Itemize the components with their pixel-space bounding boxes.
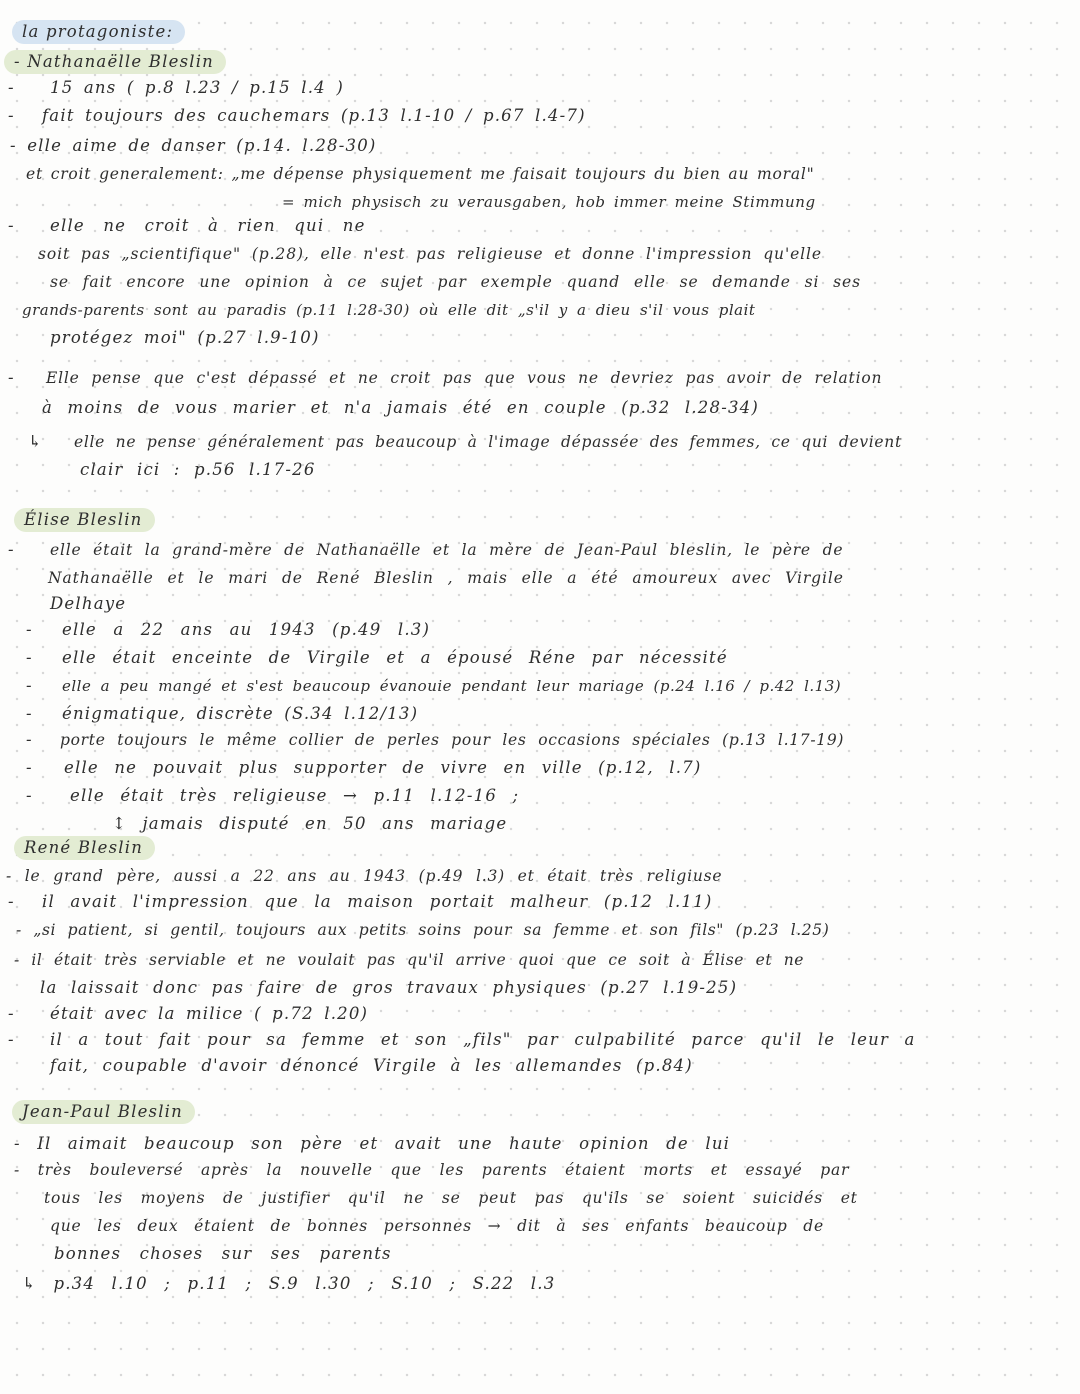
note-text: il avait l'impression que la maison portait malheur (p.12 l.11) xyxy=(42,892,713,911)
bullet-dash: - xyxy=(8,368,15,387)
note-text: - très bouleversé après la nouvelle que les parents étaient morts et essayé par xyxy=(14,1161,850,1179)
bullet-dash: - xyxy=(8,216,15,235)
note-text: fait toujours des cauchemars (p.13 l.1-10 / p.67 l.4-7) xyxy=(42,106,586,125)
note-text: que les deux étaient de bonnes personnes → dit à ses enfants beaucoup de xyxy=(50,1217,824,1235)
note-text: elle était très religieuse → p.11 l.12-16 ; xyxy=(70,786,520,805)
note-text: Nathanaëlle et le mari de René Bleslin , mais elle a été amoureux avec Virgile xyxy=(48,569,844,587)
bullet-dash: - xyxy=(8,1030,15,1049)
note-text: était avec la milice ( p.72 l.20) xyxy=(50,1004,369,1023)
note-text: la laissait donc pas faire de gros travaux physiques (p.27 l.19-25) xyxy=(40,978,738,997)
bullet-dash: - xyxy=(26,730,33,749)
note-text: se fait encore une opinion à ce sujet par exemple quand elle se demande si ses xyxy=(50,273,861,291)
note-text: il a tout fait pour sa femme et son „fils" par culpabilité parce qu'il le leur a xyxy=(50,1030,916,1049)
note-text: clair ici : p.56 l.17-26 xyxy=(80,460,316,479)
note-text: elle était enceinte de Virgile et a épousé Réne par nécessité xyxy=(62,648,728,667)
note-text: elle a peu mangé et s'est beaucoup évanouie pendant leur mariage (p.24 l.16 / p.42 l.13) xyxy=(62,677,842,695)
note-text: tous les moyens de justifier qu'il ne se peut pas qu'ils se soient suicidés et xyxy=(44,1189,858,1207)
note-text: soit pas „scientifique" (p.28), elle n'est pas religieuse et donne l'impression qu'elle xyxy=(38,245,822,263)
note-text: bonnes choses sur ses parents xyxy=(54,1244,392,1263)
bullet-dash: - xyxy=(8,540,15,559)
arrow-icon: ↳ xyxy=(28,432,44,451)
character-heading-rene: René Bleslin xyxy=(14,836,155,860)
note-text: elle a 22 ans au 1943 (p.49 l.3) xyxy=(62,620,431,639)
note-text: protégez moi" (p.27 l.9-10) xyxy=(50,328,320,347)
note-text: - elle aime de danser (p.14. l.28-30) xyxy=(10,136,377,155)
translation-text: = mich physisch zu verausgaben, hob immer meine Stimmung xyxy=(282,193,816,211)
character-heading-nathanaelle: - Nathanaëlle Bleslin xyxy=(4,50,226,74)
note-text: elle ne croit à rien qui ne xyxy=(50,216,366,235)
note-text: ↕ jamais disputé en 50 ans mariage xyxy=(112,814,508,833)
character-name: Nathanaëlle Bleslin xyxy=(27,52,215,71)
note-text: elle était la grand-mère de Nathanaëlle et la mère de Jean-Paul bleslin, le père de xyxy=(50,541,844,559)
note-text: Elle pense que c'est dépassé et ne croit pas que vous ne devriez pas avoir de relation xyxy=(46,369,883,387)
bullet-dash: - xyxy=(26,620,33,639)
page-heading: la protagoniste: xyxy=(12,20,185,44)
note-text: ↳ p.34 l.10 ; p.11 ; S.9 l.30 ; S.10 ; S.22 l.3 xyxy=(22,1274,556,1293)
note-text: 15 ans ( p.8 l.23 / p.15 l.4 ) xyxy=(50,78,344,97)
note-text: grands-parents sont au paradis (p.11 l.28-30) où elle dit „s'il y a dieu s'il vous plait xyxy=(22,301,756,319)
note-text: énigmatique, discrète (S.34 l.12/13) xyxy=(62,704,419,723)
note-text: - Il aimait beaucoup son père et avait une haute opinion de lui xyxy=(14,1134,731,1153)
bullet-dash: - xyxy=(26,704,33,723)
note-text: elle ne pense généralement pas beaucoup à l'image dépassée des femmes, ce qui devient xyxy=(74,433,902,451)
note-text: porte toujours le même collier de perles pour les occasions spéciales (p.13 l.17-19) xyxy=(60,731,845,749)
bullet-dash: - xyxy=(26,676,33,695)
bullet-dash: - xyxy=(8,1004,15,1023)
note-text: - le grand père, aussi a 22 ans au 1943 (p.49 l.3) et était très religiuse xyxy=(6,867,723,885)
bullet-dash: - xyxy=(8,106,15,125)
bullet-dash: - xyxy=(26,648,33,667)
note-text: à moins de vous marier et n'a jamais été en couple (p.32 l.28-34) xyxy=(42,398,760,417)
bullet-dash: - xyxy=(26,786,33,805)
note-text: elle ne pouvait plus supporter de vivre en ville (p.12, l.7) xyxy=(64,758,702,777)
bullet-dash: - xyxy=(8,892,15,911)
note-text: fait, coupable d'avoir dénoncé Virgile à les allemandes (p.84) xyxy=(50,1056,693,1075)
note-text: et croit generalement: „me dépense physiquement me faisait toujours du bien au moral" xyxy=(26,165,815,183)
character-heading-jean-paul: Jean-Paul Bleslin xyxy=(12,1100,195,1124)
character-heading-elise: Élise Bleslin xyxy=(14,508,155,532)
note-text: - il était très serviable et ne voulait pas qu'il arrive quoi que ce soit à Élise et ne xyxy=(14,951,805,969)
bullet-dash: - xyxy=(8,78,15,97)
note-text: - „si patient, si gentil, toujours aux petits soins pour sa femme et son fils" (p.23 l.25) xyxy=(16,921,830,939)
bullet-dash: - xyxy=(26,758,33,777)
note-text: Delhaye xyxy=(50,594,127,613)
